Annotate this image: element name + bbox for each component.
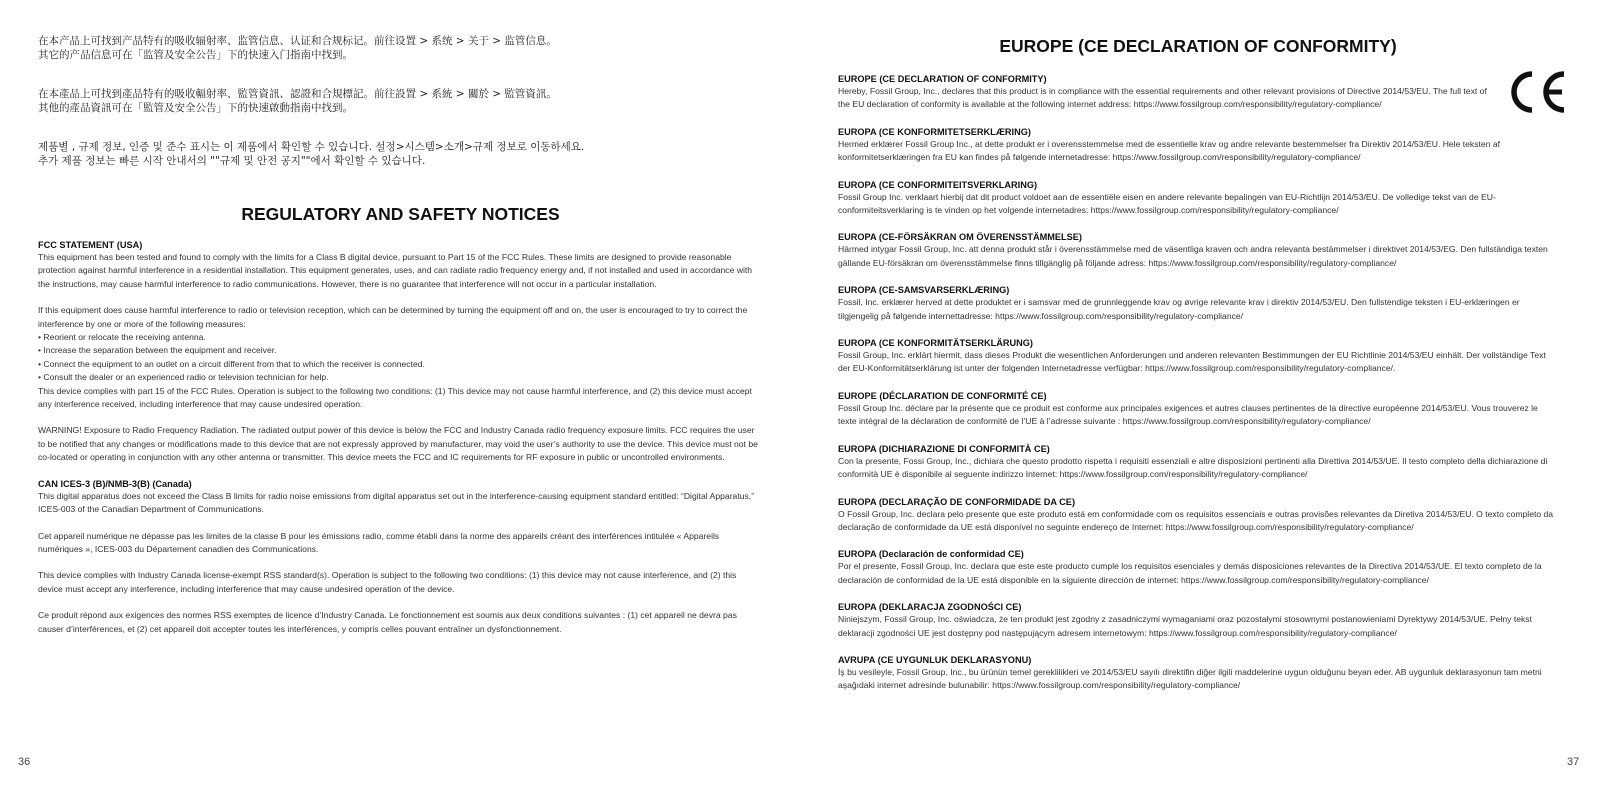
list-item: • Connect the equipment to an outlet on a circuit different from that to which the receiver is connected. — [38, 358, 425, 369]
notice-traditional-chinese: 在本產品上可找到產品特有的吸收輻射率、監管資訊、認證和合規標記。前往設置 > 系統 > 關於 > 監管資訊。 其他的產品資訊可在「監管及安全公告」下的快速啟動指南中找到。 — [38, 88, 557, 114]
declaration-heading: EUROPA (CE KONFORMITÄTSERKLÄRUNG) — [838, 338, 1033, 349]
canada-paragraph-4: Ce produit répond aux exigences des normes RSS exemptes de licence d’Industry Canada. Le fonctionnement est soumis aux deux conditions suivantes : (1) cet appareil ne devra pas causer d’interférences, et (2) cet appareil doit accepter toutes les interférences, y compris celles pouvant entraîner un dysfonctionnement. — [38, 610, 737, 634]
declaration-german — [838, 337, 1558, 376]
fcc-paragraph-2: If this equipment does cause harmful interference to radio or television reception, which can be determined by turning the equipment off and on, the user is encouraged to try to correct the interference by one or more of the following measures: — [38, 305, 748, 329]
fcc-warning: WARNING! Exposure to Radio Frequency Radiation. The radiated output power of this device is below the FCC and Industry Canada radio frequency exposure limits. FCC requires the user to be notified that any changes or modifications made to this device that are not expressly approved by manufacturer, may void the user’s authority to use the device. This device must not be co-located or operating in conjunction with any other antenna or transmitter. This device meets the FCC and IC requirements for RF exposure in public or uncontrolled environments. — [38, 425, 758, 463]
declaration-text: Por el presente, Fossil Group, Inc. declara que este este producto cumple los requisitos esenciales y demás disposiciones relevantes de la Directiva 2014/53/UE. El texto completo de la declaración de conformidad de la UE está disponible en la siguiente dirección de internet: https://www.fossilgroup.com/responsibility/regulatory-compliance/ — [838, 561, 1542, 585]
declaration-norwegian — [838, 284, 1558, 323]
notice-simplified-chinese: 在本产品上可找到产品特有的吸收辐射率、监管信息、认证和合规标记。前往设置 > 系统 > 关于 > 监管信息。 其它的产品信息可在「监管及安全公告」下的快速入门指南中找到。 — [38, 35, 557, 61]
declaration-text: Fossil Group, Inc. erklärt hiermit, dass dieses Produkt die wesentlichen Anforderungen und anderen relevanten Bestimmungen der EU Richtlinie 2014/53/EU einhält. Der vollständige Text der EU-Konformitätserklärung ist unter der folgenden Internetadresse verfügbar: https://www.fossilgroup.com/responsibility/regulatory-compliance/. — [838, 350, 1546, 374]
declaration-french — [838, 390, 1558, 429]
list-item: • Increase the separation between the equipment and receiver. — [38, 345, 277, 356]
declaration-text: Hermed erklærer Fossil Group Inc., at dette produkt er i overensstemmelse med de essentielle krav og andre relevante bestemmelser fra Direktiv 2014/53/EU. Hele teksten af konformitetserklæringen fra EU kan findes på følgende internetadresse: https://www.fossilgroup.com/responsibility/regulatory-compliance/ — [838, 138, 1501, 163]
declaration-spanish — [838, 548, 1558, 587]
declaration-polish — [838, 601, 1558, 640]
declaration-turkish — [838, 654, 1558, 693]
declaration-heading: EUROPA (CE-FÖRSÄKRAN OM ÖVERENSSTÄMMELSE) — [838, 232, 1082, 243]
fcc-paragraph-3: This device complies with part 15 of the FCC Rules. Operation is subject to the following two conditions: (1) This device may not cause harmful interference, and (2) this device must accept any interference received, including interference that may cause undesired operation. — [38, 385, 752, 410]
declaration-italian — [838, 443, 1558, 482]
declaration-text: Niniejszym, Fossil Group, Inc. oświadcza, że ten produkt jest zgodny z zasadniczymi wymaganiami oraz pozostałymi stosownymi postanowieniami Dyrektywy 2014/53/UE. Pełny tekst deklaracji zgodności UE jest dostępny pod następującym adresem internetowym: https://www.fossilgroup.com/responsibility/regulatory-compliance/ — [838, 614, 1532, 638]
declaration-text: İş bu vesileyle, Fossil Group, Inc., bu ürünün temel gereklilikleri ve 2014/53/EU sayılı direktifin diğer ilgili maddelerine uygun olduğunu beyan eder. AB uygunluk deklarasyonun tam metni aşağıdaki internet adresinde bulunabilir: https://www.fossilgroup.com/responsibility/regulatory-compliance/ — [838, 666, 1542, 691]
canada-heading: CAN ICES-3 (B)/NMB-3(B) (Canada) — [38, 478, 192, 489]
fcc-paragraph-1: This equipment has been tested and found to comply with the limits for a Class B digital device, pursuant to Part 15 of the FCC Rules. These limits are designed to provide reasonable protection against harmful interference in a residential installation. This equipment generates, uses, and can radiate radio frequency energy and, if not installed and used in accordance with the instructions, may cause harmful interference to radio communications. However, there is no guarantee that interference will not occur in a particular installation. — [38, 252, 753, 289]
notice-korean: 제품별 , 규제 정보, 인증 및 준수 표시는 이 제품에서 확인할 수 있습니다. 설정>시스템>소개>규제 정보로 이동하세요. 추가 제품 정보는 빠른 시작 안내서의 ""규제 및 안전 공지""에서 확인할 수 있습니다. — [38, 141, 585, 167]
declaration-heading: EUROPA (CE CONFORMITEITSVERKLARING) — [838, 179, 1038, 190]
declaration-heading: EUROPE (CE DECLARATION OF CONFORMITY) — [838, 74, 1047, 84]
declaration-text: Hereby, Fossil Group, Inc., declares that this product is in compliance with the essential requirements and other relevant provisions of Directive 2014/53/EU. The full text of the EU declaration of conformity is available at the following internet address: https://www.fossilgroup.com/responsibility/regulatory-compliance/ — [838, 86, 1487, 110]
declaration-portuguese — [838, 496, 1558, 535]
right-page — [800, 0, 1600, 800]
declaration-heading: EUROPE (DÉCLARATION DE CONFORMITÉ CE) — [838, 390, 1047, 401]
canada-paragraph-2: Cet appareil numérique ne dépasse pas les limites de la classe B pour les émissions radio, comme établi dans la norme des appareils créant des interférences intitulée « Appareils numériques », ICES-003 du Département canadien des Communications. — [38, 530, 720, 554]
declaration-swedish — [838, 231, 1558, 270]
canada-paragraph-3: This device complies with Industry Canada license-exempt RSS standard(s). Operation is subject to the following two conditions: (1) this device may not cause interference, and (2) this device must accept any interference, including interference that may cause undesired operation of the device. — [38, 570, 737, 594]
declaration-text: Fossil, Inc. erklærer herved at dette produktet er i samsvar med de grunnleggende krav og øvrige relevante krav i direktiv 2014/53/EU. Den fullstendige teksten i EU-erklæringen er tilgjengelig på følgende internettadresse: https://www.fossilgroup.com/responsibility/regulatory-compliance/ — [838, 297, 1520, 321]
declaration-heading: EUROPA (DECLARAÇÃO DE CONFORMIDADE DA CE) — [838, 496, 1075, 507]
declaration-text: Fossil Group Inc. déclare par la présente que ce produit est conforme aux principales exigences et autres clauses pertinentes de la directive européenne 2014/53/EU. Vous trouverez le texte intégral de la déclaration de conformité de l’UE à l’adresse suivante : https://www.fossilgroup.com/responsibility/regulatory-compliance/ — [838, 402, 1538, 427]
page-number-right: 37 — [1567, 756, 1580, 768]
declaration-heading: EUROPA (DEKLARACJA ZGODNOŚCI CE) — [838, 602, 1022, 613]
fcc-heading: FCC STATEMENT (USA) — [38, 240, 143, 250]
left-page — [0, 0, 790, 800]
declaration-english — [838, 73, 1558, 112]
declaration-dutch — [838, 179, 1558, 218]
europe-section-title: EUROPE (CE DECLARATION OF CONFORMITY) — [999, 36, 1397, 56]
list-item: • Consult the dealer or an experienced radio or television technician for help. — [38, 372, 329, 383]
declaration-danish — [838, 126, 1558, 165]
declaration-text: Härmed intygar Fossil Group, Inc. att denna produkt står i överensstämmelse med de väsentliga kraven och andra relevanta bestämmelser i direktivet 2014/53/EG. Den fullständiga texten gällande EU-försäkran om överensstämmelse finns tillgänglig på följande adress: https://www.fossilgroup.com/responsibility/regulatory-compliance/ — [838, 244, 1548, 268]
fcc-measures-list — [38, 331, 790, 385]
page-number-left: 36 — [18, 756, 31, 768]
declaration-heading: AVRUPA (CE UYGUNLUK DEKLARASYONU) — [838, 654, 1032, 665]
regulatory-section-title: REGULATORY AND SAFETY NOTICES — [241, 204, 560, 224]
ce-mark-icon — [1508, 68, 1568, 116]
list-item: • Reorient or relocate the receiving antenna. — [38, 332, 206, 343]
declaration-text: O Fossil Group, Inc. declara pelo presente que este produto está em conformidade com os requisitos essenciais e outras provisões relevantes da Diretiva 2014/53/EU. O texto completo da declaração de conformidade da UE está disponível no seguinte endereço de Internet: https://www.fossilgroup.com/responsibility/regulatory-compliance/ — [838, 508, 1554, 532]
declaration-heading: EUROPA (DICHIARAZIONE DI CONFORMITÀ CE) — [838, 443, 1050, 454]
declaration-heading: EUROPA (Declaración de conformidad CE) — [838, 549, 1024, 560]
canada-paragraph-1: This digital apparatus does not exceed the Class B limits for radio noise emissions from digital apparatus set out in the interference-causing equipment standard entitled: “Digital Apparatus,” ICES-003 of the Canadian Department of Communications. — [38, 490, 755, 515]
declaration-text: Fossil Group Inc. verklaart hierbij dat dit product voldoet aan de essentiële eisen en andere relevante bepalingen van EU-Richtlijn 2014/53/EU. De volledige tekst van de EU-conformiteitsverklaring is te vinden op het volgende internetadres: https://www.fossilgroup.com/responsibility/regulatory-compliance/ — [838, 191, 1496, 216]
declaration-heading: EUROPA (CE-SAMSVARSERKLÆRING) — [838, 285, 1010, 296]
declaration-heading: EUROPA (CE KONFORMITETSERKLÆRING) — [838, 126, 1031, 137]
declaration-text: Con la presente, Fossi Group, Inc., dichiara che questo prodotto rispetta i requisiti essenziali e altre disposizioni pertinenti alla Direttiva 2014/53/UE. Il testo completo della dichiarazione di conformità UE è disponibile al seguente indirizzo Internet: https://www.fossilgroup.com/responsibility/regulatory-compliance/ — [838, 455, 1548, 480]
